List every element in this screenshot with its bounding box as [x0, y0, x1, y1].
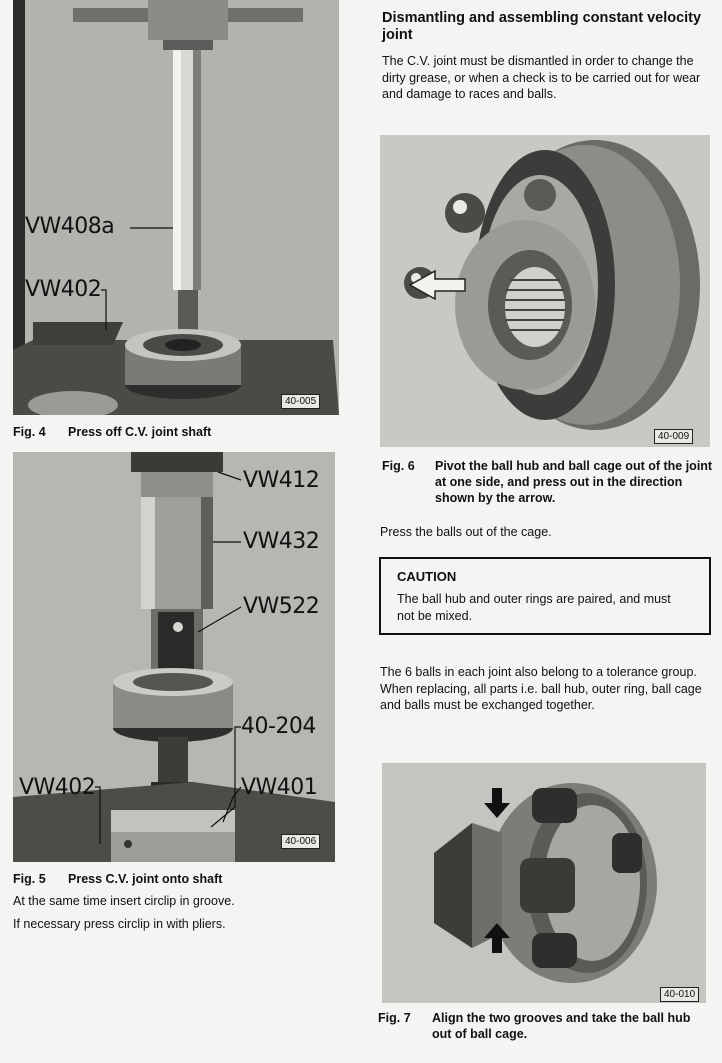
fig5-tag: 40-006 [281, 834, 320, 849]
fig7-number: Fig. 7 [378, 1011, 411, 1025]
fig6-photo [380, 135, 710, 447]
press-shaft-illustration [13, 0, 339, 415]
fig6-caption [382, 458, 722, 508]
section-heading [382, 10, 717, 44]
fig6-caption-text: Pivot the ball hub and ball cage out of the joint at one side, and press out in the direction shown by the arrow. [435, 459, 713, 505]
fig5-photo [13, 452, 335, 862]
label-vw432: VW432 [243, 529, 320, 554]
fig5-caption-text: Press C.V. joint onto shaft [68, 872, 223, 886]
label-vw402: VW402 [25, 277, 102, 302]
press-balls-text: Press the balls out of the cage. [380, 525, 552, 539]
label-40-204: 40-204 [241, 714, 316, 739]
fig5-note-1: At the same time insert circlip in groove. [13, 894, 235, 908]
tolerance-text: The 6 balls in each joint also belong to a tolerance group. When replacing, all parts i.e. ball hub, outer ring, ball cage and balls must be exchanged together. [380, 665, 702, 712]
section-intro: The C.V. joint must be dismantled in order to change the dirty grease, or when a check is to be carried out for wear and damage to races and balls. [382, 54, 701, 101]
fig5-note-2: If necessary press circlip in with pliers. [13, 917, 226, 931]
fig4-caption-text: Press off C.V. joint shaft [68, 425, 212, 439]
fig7-caption-text: Align the two grooves and take the ball hub out of ball cage. [432, 1011, 691, 1041]
label-vw401: VW401 [241, 775, 318, 800]
fig6-number: Fig. 6 [382, 459, 415, 473]
caution-text: The ball hub and outer rings are paired, and must not be mixed. [397, 592, 671, 623]
fig7-caption [378, 1010, 718, 1046]
cv-joint-pivot-illustration [380, 135, 710, 447]
fig4-tag: 40-005 [281, 394, 320, 409]
label-vw408a: VW408a [25, 214, 115, 239]
label-vw522: VW522 [243, 594, 320, 619]
fig4-photo [13, 0, 339, 415]
section-heading-line1: Dismantling and assembling constant velocity [382, 10, 702, 26]
section-heading-line2: joint [382, 27, 413, 43]
caution-box [379, 557, 711, 635]
fig7-tag: 40-010 [660, 987, 699, 1002]
fig5-number: Fig. 5 [13, 872, 46, 886]
fig7-photo [382, 763, 706, 1003]
ball-cage-illustration [382, 763, 706, 1003]
fig6-tag: 40-009 [654, 429, 693, 444]
label-vw412: VW412 [243, 468, 320, 493]
caution-title: CAUTION [397, 569, 457, 584]
press-joint-illustration [13, 452, 335, 862]
label-vw402: VW402 [19, 775, 96, 800]
fig4-number: Fig. 4 [13, 425, 46, 439]
